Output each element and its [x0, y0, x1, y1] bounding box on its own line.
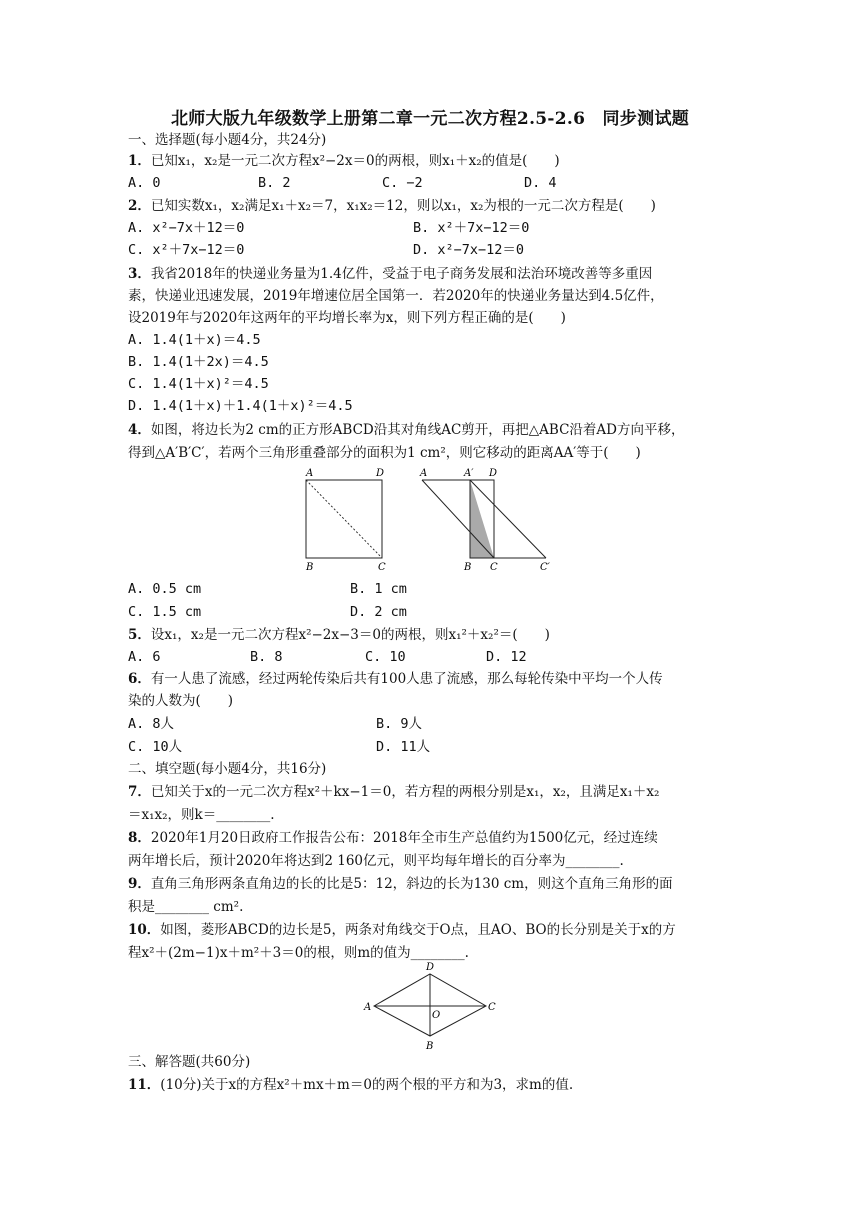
option-b: B. x²＋7x−12＝0	[413, 220, 530, 236]
question-4	[128, 420, 685, 440]
label-a: A	[306, 468, 314, 479]
section-heading-solve: 三、解答题(共60分)	[128, 1054, 251, 1070]
option-c: C. 10	[365, 649, 406, 665]
question-number: 7．	[128, 784, 151, 800]
question-text: (10分)关于x的方程x²＋mx＋m＝0的两个根的平方和为3，求m的值.	[160, 1077, 574, 1093]
option-b: B. 1.4(1＋2x)＝4.5	[128, 354, 269, 370]
option-d: D. 11人	[376, 739, 431, 755]
page-title: 北师大版九年级数学上册第二章一元二次方程2.5-2.6 同步测试题	[170, 109, 690, 129]
label-c: C	[488, 1002, 496, 1013]
option-c: C. 1.5 cm	[128, 604, 202, 620]
question-3	[128, 264, 652, 284]
label-c: C	[378, 562, 386, 573]
question-number: 11．	[128, 1077, 161, 1093]
question-number: 5．	[128, 627, 151, 643]
option-a: A. 1.4(1＋x)＝4.5	[128, 332, 261, 348]
question-7	[128, 782, 659, 802]
question-number: 4．	[128, 422, 151, 438]
option-d: D. 1.4(1＋x)＋1.4(1＋x)²＝4.5	[128, 398, 353, 414]
option-a: A. 6	[128, 649, 161, 665]
option-b: B. 2	[258, 175, 291, 191]
label-b: B	[306, 562, 314, 573]
option-a: A. 0	[128, 175, 161, 191]
question-number: 8．	[128, 830, 151, 846]
question-8	[128, 828, 658, 848]
option-a: A. 8人	[128, 716, 175, 732]
question-7-line-2: ＝x₁x₂，则k＝________.	[128, 807, 275, 823]
option-c: C. x²＋7x−12＝0	[128, 242, 245, 258]
label-a: A	[364, 1002, 372, 1013]
option-d: D. 2 cm	[350, 604, 407, 620]
rhombus-figure	[360, 960, 500, 1052]
question-text: 如图，将边长为2 cm的正方形ABCD沿其对角线AC剪开，再把△ABC沿着AD方向平移，	[150, 422, 685, 438]
question-text: 已知实数x₁，x₂满足x₁＋x₂＝7，x₁x₂＝12，则以x₁，x₂为根的一元二次方程是( )	[150, 198, 656, 214]
option-b: B. 8	[250, 649, 283, 665]
question-8-line-2: 两年增长后，预计2020年将达到2 160亿元，则平均每年增长的百分率为________.	[128, 853, 624, 869]
question-6-line-2: 染的人数为( )	[128, 693, 234, 709]
question-4-line-2: 得到△A′B′C′，若两个三角形重叠部分的面积为1 cm²，则它移动的距离AA′等于( )	[128, 445, 641, 461]
question-text: 已知x₁，x₂是一元二次方程x²−2x＝0的两根，则x₁＋x₂的值是( )	[150, 153, 560, 169]
question-9	[128, 874, 673, 894]
square-translation-figure	[296, 466, 580, 574]
question-number: 9．	[128, 876, 151, 892]
label-c: C	[490, 562, 498, 573]
option-b: B. 1 cm	[350, 581, 407, 597]
question-5	[128, 625, 550, 645]
label-a-prime: A′	[464, 468, 474, 479]
option-d: D. 12	[486, 649, 527, 665]
question-2	[128, 196, 656, 216]
question-text: 有一人患了流感，经过两轮传染后共有100人患了流感，那么每轮传染中平均一个人传	[150, 671, 663, 687]
question-text: 我省2018年的快递业务量为1.4亿件，受益于电子商务发展和法治环境改善等多重因	[150, 266, 653, 282]
label-b: B	[464, 562, 472, 573]
option-c: C. 10人	[128, 739, 183, 755]
diagonal-ac	[306, 480, 382, 558]
section-heading-choice: 一、选择题(每小题4分，共24分)	[128, 132, 327, 148]
option-d: D. 4	[524, 175, 557, 191]
question-11	[128, 1075, 573, 1095]
question-1	[128, 151, 560, 171]
option-a: A. x²−7x＋12＝0	[128, 220, 245, 236]
question-number: 10．	[128, 922, 161, 938]
label-c-prime: C′	[540, 562, 550, 573]
question-number: 2．	[128, 198, 151, 214]
question-3-line-2: 素，快递业迅速发展，2019年增速位居全国第一．若2020年的快递业务量达到4.5亿件，	[128, 288, 664, 304]
question-10-line-2: 程x²＋(2m−1)x＋m²＋3＝0的根，则m的值为________.	[128, 945, 469, 961]
option-b: B. 9人	[376, 716, 423, 732]
line-ac	[422, 480, 494, 558]
label-d: D	[426, 962, 435, 973]
option-c: C. −2	[382, 175, 423, 191]
label-a: A	[420, 468, 428, 479]
question-6	[128, 669, 663, 689]
label-d: D	[376, 468, 385, 479]
option-c: C. 1.4(1＋x)²＝4.5	[128, 376, 269, 392]
question-10	[128, 920, 676, 940]
label-b: B	[426, 1041, 434, 1052]
question-text: 2020年1月20日政府工作报告公布：2018年全市生产总值约为1500亿元，经过连续	[150, 830, 658, 846]
section-heading-fill: 二、填空题(每小题4分，共16分)	[128, 761, 327, 777]
question-3-line-3: 设2019年与2020年这两年的平均增长率为x，则下列方程正确的是( )	[128, 310, 566, 326]
question-text: 如图，菱形ABCD的边长是5，两条对角线交于O点，且AO、BO的长分别是关于x的方	[160, 922, 676, 938]
question-text: 已知关于x的一元二次方程x²＋kx−1＝0，若方程的两根分别是x₁，x₂，且满足x₁＋x₂	[150, 784, 660, 800]
question-9-line-2: 积是________ cm².	[128, 899, 244, 915]
label-d: D	[489, 468, 498, 479]
question-text: 设x₁，x₂是一元二次方程x²−2x−3＝0的两根，则x₁²＋x₂²＝( )	[150, 627, 550, 643]
question-number: 1．	[128, 153, 151, 169]
question-number: 6．	[128, 671, 151, 687]
option-d: D. x²−7x−12＝0	[413, 242, 525, 258]
question-number: 3．	[128, 266, 151, 282]
option-a: A. 0.5 cm	[128, 581, 202, 597]
label-o: O	[432, 1010, 441, 1021]
question-text: 直角三角形两条直角边的长的比是5：12，斜边的长为130 cm，则这个直角三角形的面	[150, 876, 673, 892]
